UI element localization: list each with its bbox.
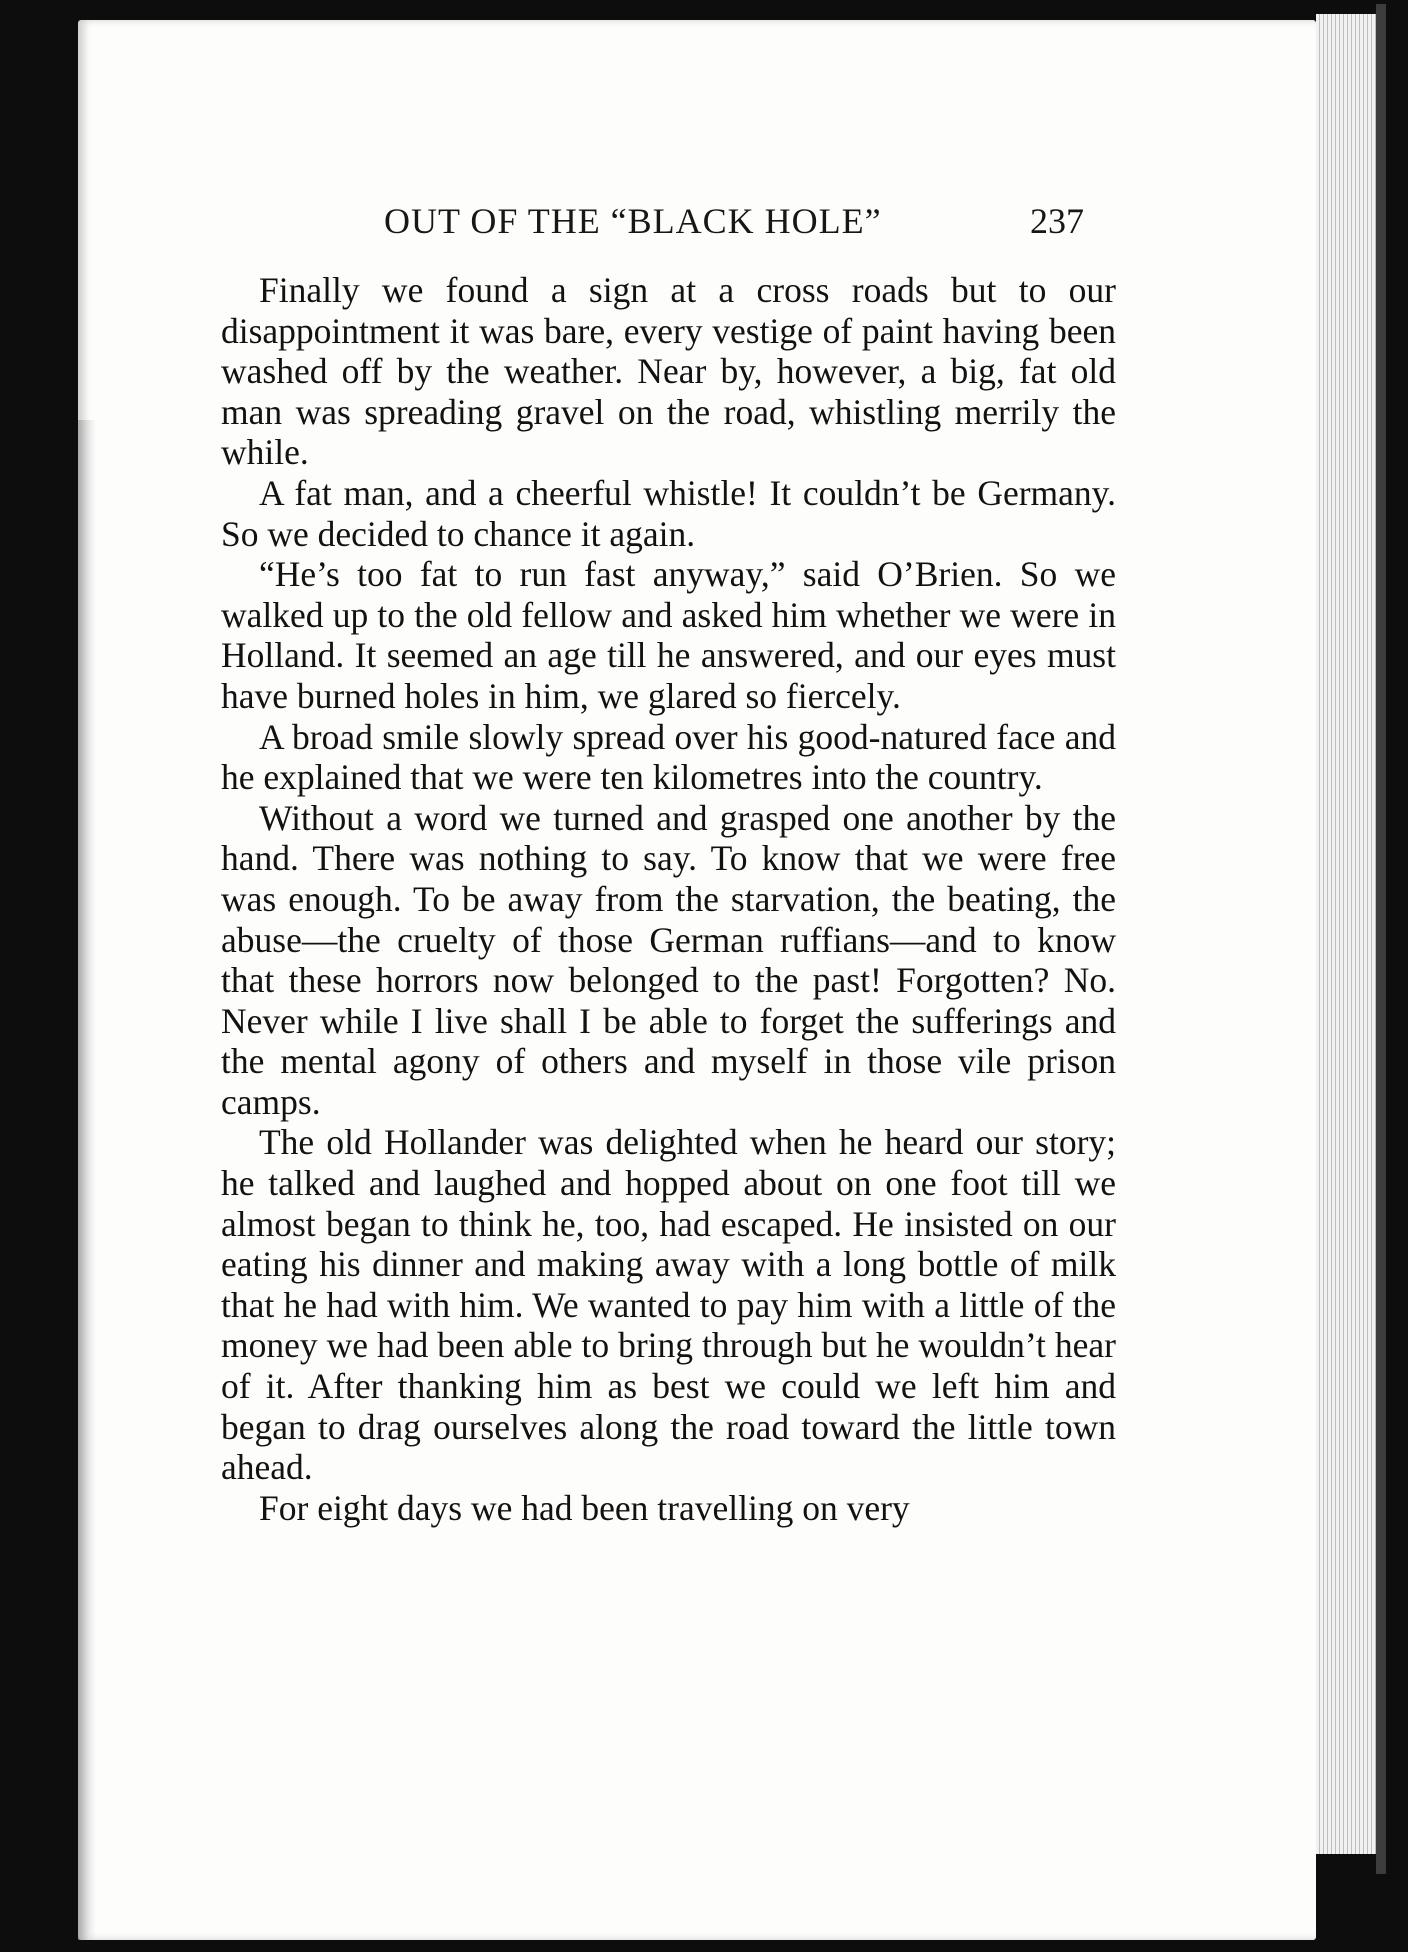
page-edges <box>1316 14 1379 1854</box>
running-head-title: OUT OF THE “BLACK HOLE” <box>384 201 882 241</box>
body-text <box>221 270 1116 1528</box>
paragraph: Finally we found a sign at a cross roads but to our disappointment it was bare, every vestige of paint having been washed off by the weather. Near by, however, a big, fat old man was spreading gravel on the road, whistling merrily the while. <box>221 270 1116 473</box>
paragraph: A broad smile slowly spread over his good-natured face and he explained that we were ten kilometres into the country. <box>221 716 1116 798</box>
paragraph-continued: For eight days we had been travelling on very <box>259 1487 910 1528</box>
paragraph: Without a word we turned and grasped one another by the hand. There was nothing to say. To know that we were free was enough. To be away from the starvation, the beating, the abuse—the cruelty of those German ruffians—and to know that these horrors now belonged to the past! Forgotten? No. Never while I live shall I be able to forget the sufferings and the mental agony of others and myself in those vile prison camps. <box>221 797 1116 1122</box>
paragraph: “He’s too fat to run fast anyway,” said O’Brien. So we walked up to the old fellow and asked him whether we were in Holland. It seemed an age till he answered, and our eyes must have burned holes in him, we glared so fiercely. <box>221 554 1116 716</box>
book-cover-edge <box>1376 4 1386 1874</box>
page-gutter-shadow <box>78 420 96 1940</box>
page-number: 237 <box>1030 201 1084 241</box>
paragraph: A fat man, and a cheerful whistle! It couldn’t be Germany. So we decided to chance it again. <box>221 472 1116 554</box>
paragraph: The old Hollander was delighted when he heard our story; he talked and laughed and hopped about on one foot till we almost began to think he, too, had escaped. He insisted on our eating his dinner and making away with a long bottle of milk that he had with him. We wanted to pay him with a little of the money we had been able to bring through but he wouldn’t hear of it. After thanking him as best we could we left him and began to drag ourselves along the road toward the little town ahead. <box>221 1122 1116 1488</box>
